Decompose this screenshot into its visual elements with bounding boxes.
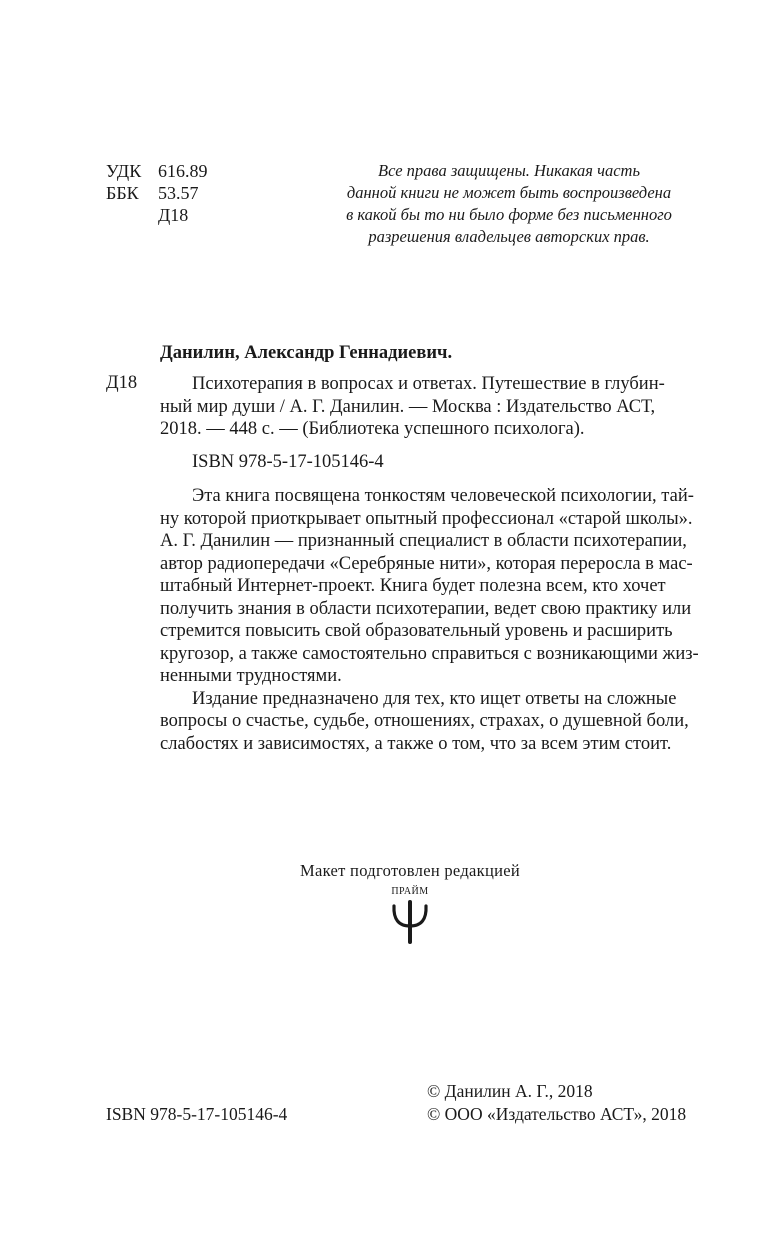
rights-notice (330, 160, 688, 248)
annotation-line: А. Г. Данилин — признанный специалист в области психотерапии, (160, 531, 687, 551)
isbn-footer: ISBN 978-5-17-105146-4 (106, 1104, 288, 1124)
annotation-line: Издание предназначено для тех, кто ищет ответы на сложные (192, 688, 677, 709)
bbk-value: 53.57 (158, 183, 199, 203)
author-heading: Данилин, Александр Геннадиевич. (160, 343, 453, 363)
annotation-line: автор радиопередачи «Серебряные нити», которая переросла в мас- (160, 553, 693, 574)
udk-label: УДК (106, 161, 142, 181)
copyright-block (427, 1080, 686, 1126)
annotation-line: штабный Интернет-проект. Книга будет полезна всем, кто хочет (160, 576, 666, 596)
copyright-line: © Данилин А. Г., 2018 (427, 1081, 593, 1101)
rights-line: разрешения владельцев авторских прав. (368, 227, 650, 246)
classification-codes (106, 160, 208, 226)
copyright-line: © ООО «Издательство АСТ», 2018 (427, 1104, 687, 1124)
biblio-line: 2018. — 448 с. — (Библиотека успешного психолога). (160, 419, 585, 439)
layout-credit: Макет подготовлен редакцией (300, 861, 520, 880)
annotation-line: получить знания в области психотерапии, ведет свою практику или (160, 598, 692, 619)
record-code: Д18 (106, 373, 138, 393)
prime-logo-text: ПРАЙМ (391, 886, 429, 897)
annotation-line: Эта книга посвящена тонкостям человеческой психологии, тай- (192, 486, 694, 506)
biblio-line: ный мир души / А. Г. Данилин. — Москва : Издательство АСТ, (160, 396, 656, 417)
rights-line: в какой бы то ни было форме без письменного (346, 205, 672, 224)
annotation-line: кругозор, а также самостоятельно справиться с возникающими жиз- (160, 643, 699, 664)
annotation-line: ненными трудностями. (160, 666, 342, 686)
rights-line: Все права защищены. Никакая часть (378, 161, 640, 180)
bibliographic-description (160, 373, 692, 441)
annotation-line: вопросы о счастье, судьбе, отношениях, страхах, о душевной боли, (160, 711, 689, 731)
annotation-line: стремится повысить свой образовательный уровень и расширить (160, 621, 673, 641)
annotation-line: ну которой приоткрывает опытный профессионал «старой школы». (160, 508, 693, 529)
psi-logo-icon (380, 886, 440, 946)
rights-line: данной книги не может быть воспроизведена (346, 183, 672, 202)
author-mark: Д18 (158, 205, 189, 225)
udk-row (106, 160, 208, 182)
annotation-line: слабостях и зависимостях, а также о том, что за всем этим стоит. (160, 733, 672, 754)
bbk-row (106, 182, 208, 204)
annotation (160, 485, 699, 755)
bbk-label: ББК (106, 183, 139, 203)
udk-value: 616.89 (158, 161, 208, 181)
biblio-line: Психотерапия в вопросах и ответах. Путешествие в глубин- (192, 374, 665, 394)
isbn-record: ISBN 978-5-17-105146-4 (192, 452, 384, 472)
